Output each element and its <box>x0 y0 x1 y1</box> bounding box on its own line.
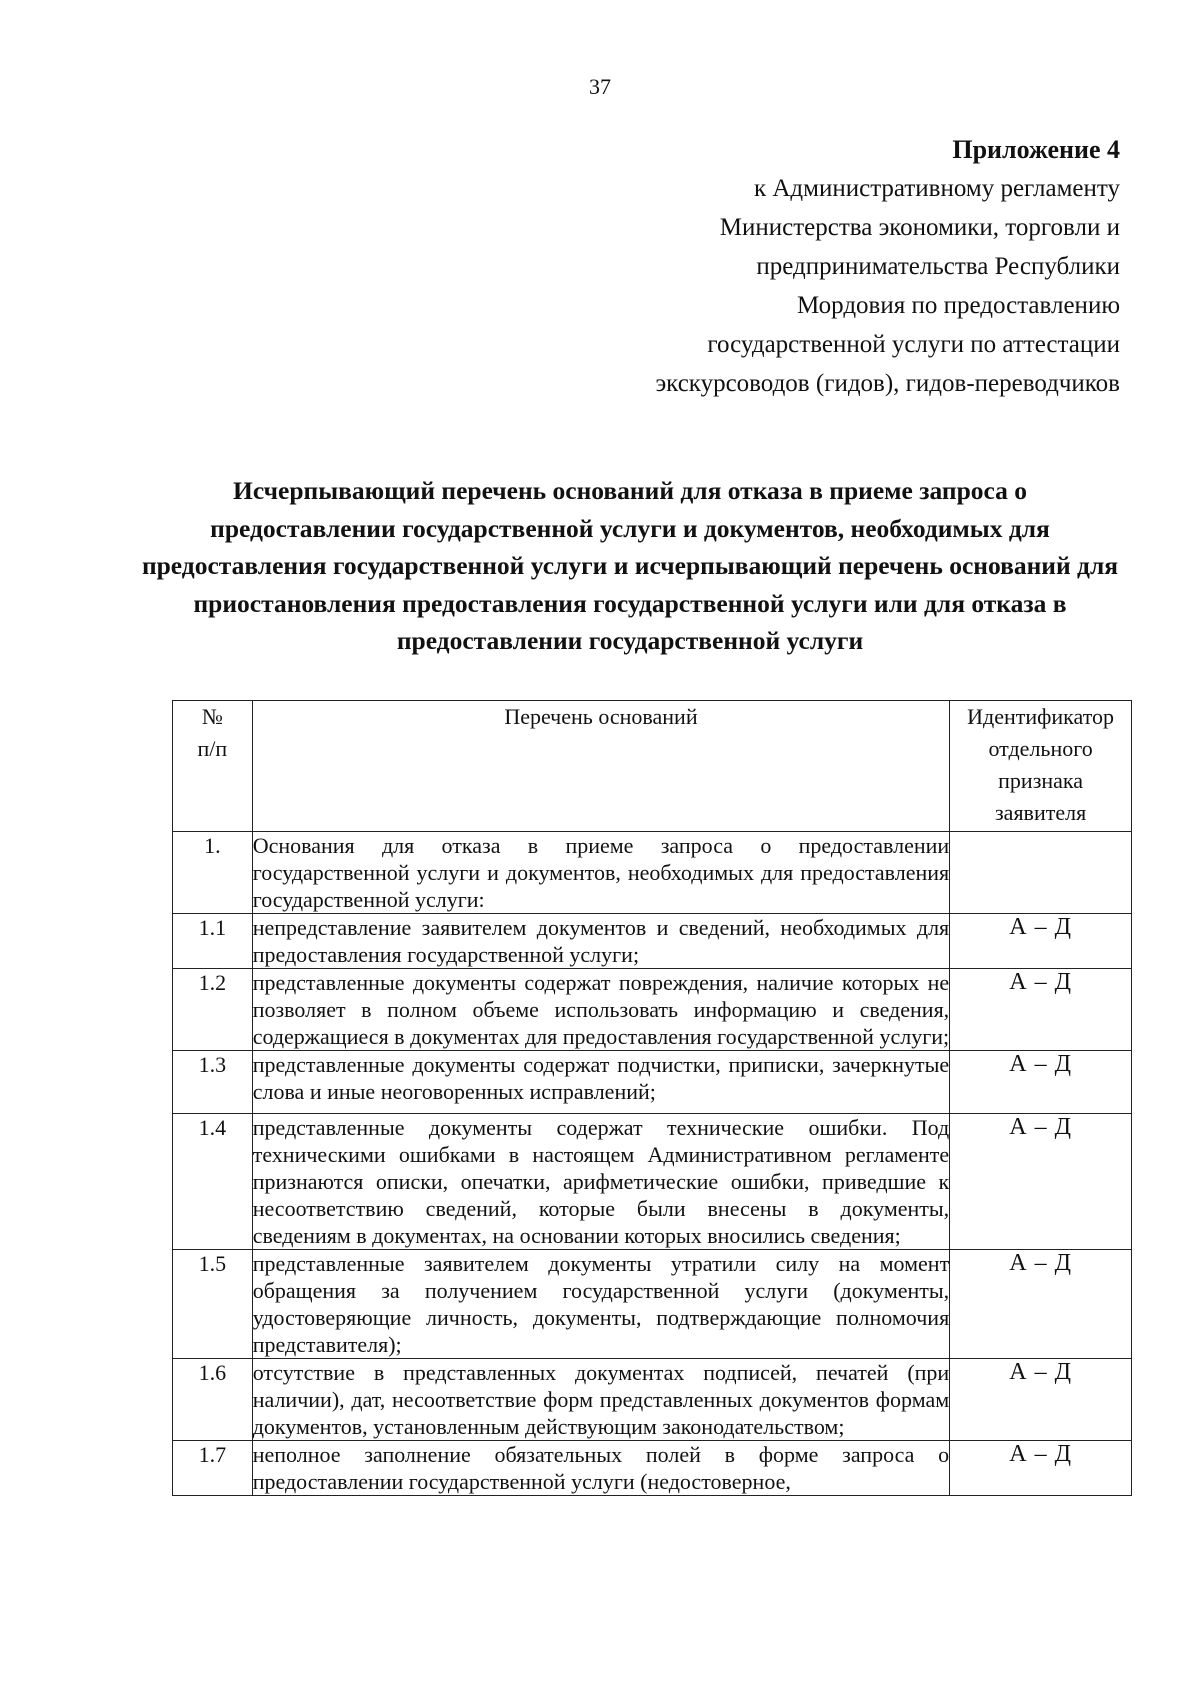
table-row <box>173 1114 1132 1250</box>
appendix-line: Мордовия по предоставлению <box>797 292 1120 319</box>
row-num: 1.4 <box>173 1114 253 1250</box>
row-text: Основания для отказа в приеме запроса о предоставлении государственной услуги и документов, необходимых для предоставления государственной услуги: <box>252 833 950 912</box>
appendix-line: Министерства экономики, торговли и <box>719 214 1120 241</box>
table-row <box>173 1441 1132 1496</box>
row-id: А – Д <box>950 969 1132 1051</box>
row-text: представленные документы содержат технические ошибки. Под техническими ошибками в настоящем Административном регламенте признаются описки, опечатки, арифметические ошибки, приведшие к несоответствию сведений, которые были внесены в документы, сведениям в документах, на основании которых вносились сведения; <box>252 1115 950 1248</box>
header-id <box>950 701 1132 832</box>
row-id <box>950 832 1132 914</box>
row-id: А – Д <box>950 1114 1132 1250</box>
row-text: отсутствие в представленных документах подписей, печатей (при наличии), дат, несоответствие форм представленных документов формам документов, установленным действующим законодательством; <box>252 1360 950 1439</box>
table-row <box>173 832 1132 914</box>
header-id-label: Идентификатор отдельного признака заявителя <box>967 704 1115 825</box>
row-id: А – Д <box>950 1441 1132 1496</box>
row-num: 1.6 <box>173 1359 253 1441</box>
row-text: представленные документы содержат подчистки, приписки, зачеркнутые слова и иные неоговоренных исправлений; <box>252 1051 949 1114</box>
row-num: 1.5 <box>173 1250 253 1359</box>
grounds-table <box>172 700 1132 1496</box>
table-row <box>173 1359 1132 1441</box>
document-heading: Исчерпывающий перечень оснований для отказа в приеме запроса о предоставлении государственной услуги и документов, необходимых для предоставления государственной услуги и исчерпывающий перечень оснований для приостановления предоставления государственной услуги или для отказа в предоставлении государственной услуги <box>141 476 1119 655</box>
table-header-row <box>173 701 1132 832</box>
row-id: А – Д <box>950 914 1132 969</box>
table-row <box>173 1051 1132 1114</box>
table-row <box>173 1250 1132 1359</box>
row-id: А – Д <box>950 1359 1132 1441</box>
row-num: 1.1 <box>173 914 253 969</box>
row-num: 1.7 <box>173 1441 253 1496</box>
row-id: А – Д <box>950 1051 1132 1114</box>
row-text: неполное заполнение обязательных полей в форме запроса о предоставлении государственной услуги (недостоверное, <box>252 1442 950 1494</box>
row-id: А – Д <box>950 1250 1132 1359</box>
table-row <box>173 969 1132 1051</box>
row-num: 1. <box>173 832 253 914</box>
header-text: Перечень оснований <box>252 701 949 832</box>
appendix-line: к Административному регламенту <box>753 175 1120 202</box>
appendix-line: экскурсоводов (гидов), гидов-переводчиков <box>655 370 1120 397</box>
row-num: 1.2 <box>173 969 253 1051</box>
page-number: 37 <box>589 74 611 99</box>
row-num: 1.3 <box>173 1051 253 1114</box>
row-text: представленные документы содержат повреждения, наличие которых не позволяет в полном объеме использовать информацию и сведения, содержащиеся в документах для предоставления государственной услуги; <box>252 970 950 1049</box>
appendix-title: Приложение 4 <box>952 135 1120 164</box>
appendix-block <box>480 130 1120 403</box>
header-num-label: № п/п <box>197 704 228 761</box>
row-text: представленные заявителем документы утратили силу на момент обращения за получением государственной услуги (документы, удостоверяющие личность, документы, подтверждающие полномочия представителя); <box>252 1251 950 1357</box>
table-row <box>173 914 1132 969</box>
appendix-line: государственной услуги по аттестации <box>707 331 1120 358</box>
header-num <box>173 701 253 832</box>
appendix-line: предпринимательства Республики <box>756 253 1120 280</box>
row-text: непредставление заявителем документов и сведений, необходимых для предоставления государственной услуги; <box>252 915 950 967</box>
